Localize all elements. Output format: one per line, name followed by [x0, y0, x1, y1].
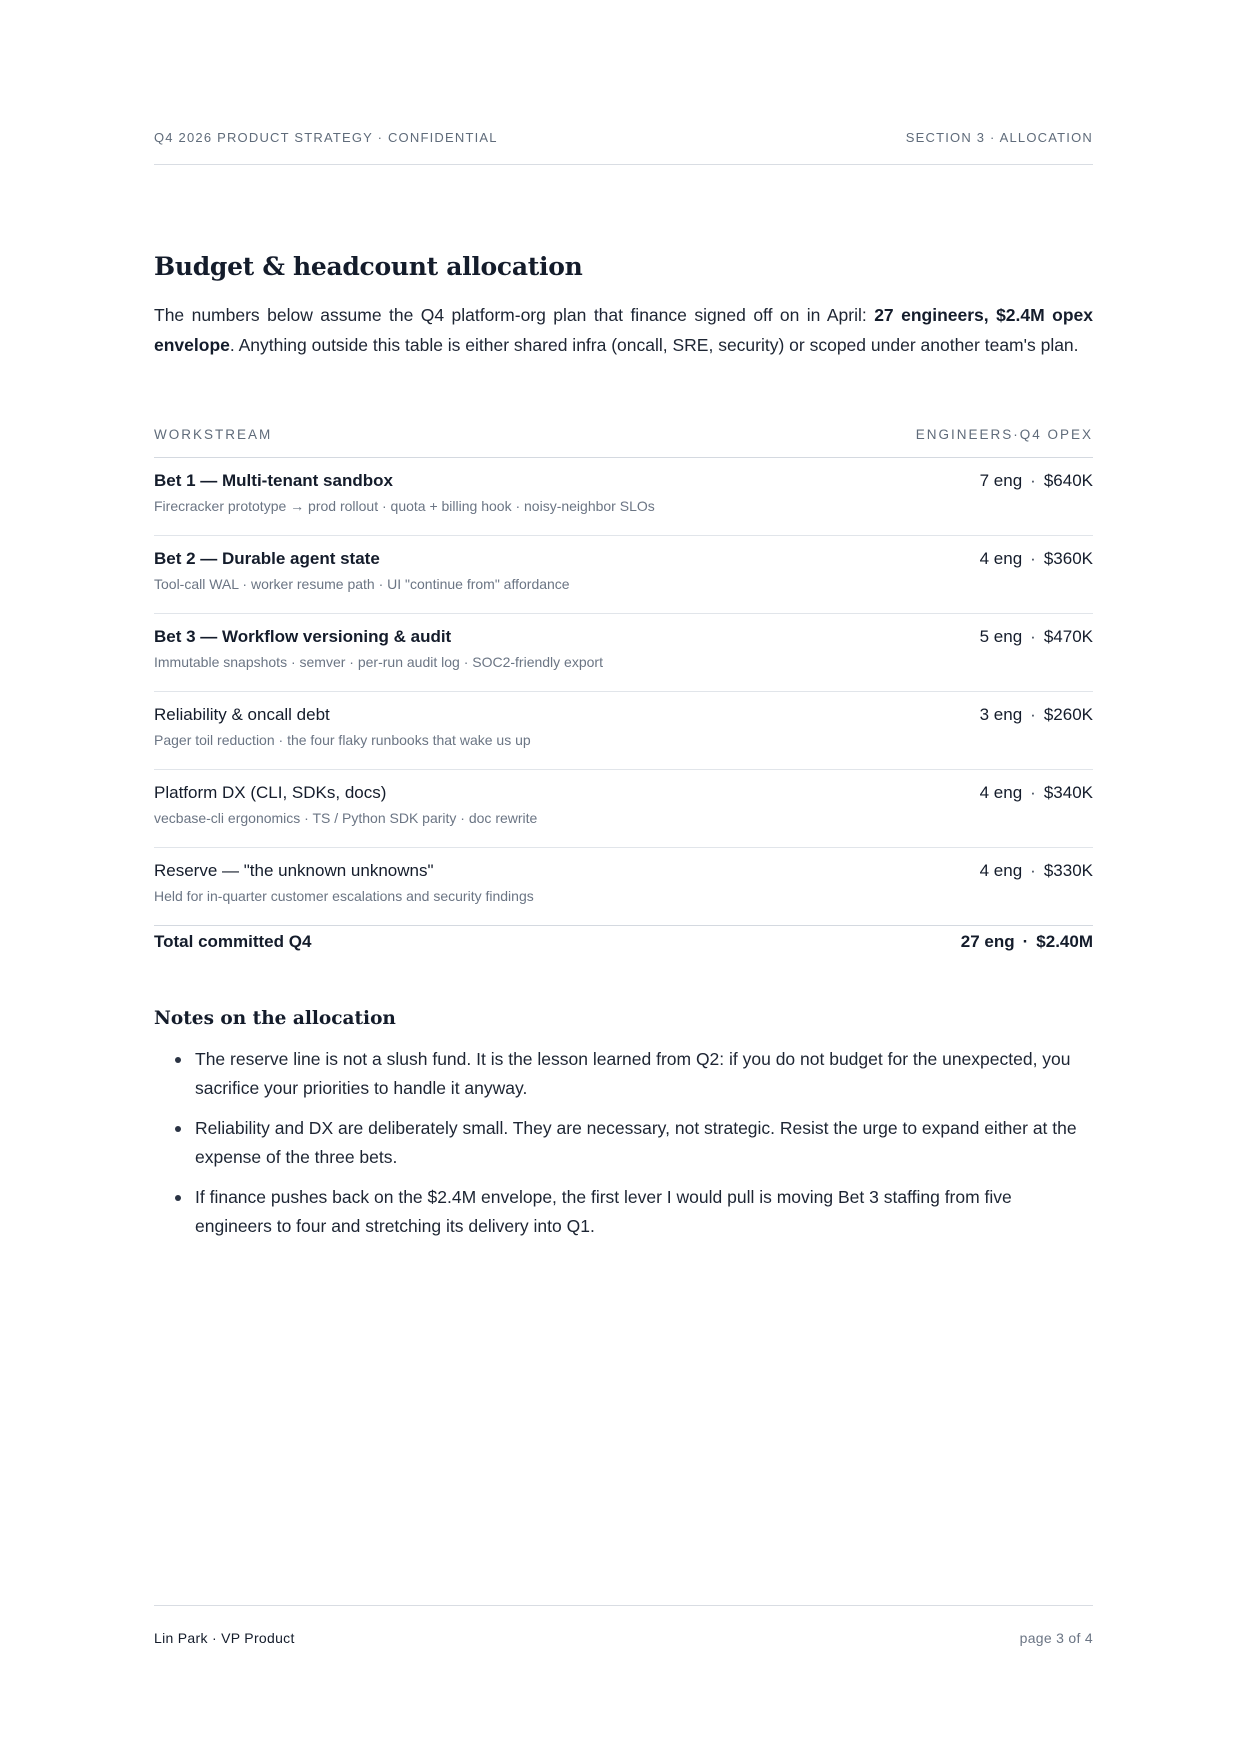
row-description: Tool-call WAL · worker resume path · UI "continue from" affordance — [154, 576, 570, 592]
table-row — [154, 848, 1093, 926]
table-row — [154, 692, 1093, 770]
row-metric — [980, 471, 1093, 491]
row-opex: $470K — [1043, 627, 1093, 646]
footer-author: Lin Park · VP Product — [154, 1630, 295, 1646]
list-item — [154, 1183, 1093, 1241]
row-opex: $640K — [1043, 471, 1093, 490]
row-description: Immutable snapshots · semver · per-run audit log · SOC2-friendly export — [154, 654, 603, 670]
row-metric — [980, 783, 1093, 803]
column-header-workstream: WORKSTREAM — [154, 427, 273, 442]
note-text: The reserve line is not a slush fund. It is the lesson learned from Q2: if you do not budget for the unexpected, you sacrifice your priorities to handle it anyway. — [195, 1049, 1071, 1098]
row-dot: · — [1030, 861, 1036, 880]
document-page — [154, 0, 1093, 1754]
row-engineers: 7 eng — [979, 471, 1023, 490]
intro-text-before: The numbers below assume the Q4 platform-org plan that finance signed off on in April: — [154, 305, 875, 325]
row-name: Reliability & oncall debt — [154, 705, 330, 724]
intro-text-after: . Anything outside this table is either shared infra (oncall, SRE, security) or scoped under another team's plan. — [229, 334, 1079, 355]
row-dot: · — [1030, 549, 1036, 568]
table-row — [154, 458, 1093, 536]
row-description: Pager toil reduction · the four flaky runbooks that wake us up — [154, 732, 531, 748]
header-section-label: SECTION 3 · ALLOCATION — [905, 130, 1093, 145]
page-number: page 3 of 4 — [1019, 1630, 1093, 1646]
notes-heading: Notes on the allocation — [154, 1008, 396, 1029]
row-engineers: 5 eng — [979, 627, 1023, 646]
note-text: If finance pushes back on the $2.4M envelope, the first lever I would pull is moving Bet 3 staffing from five engineers to four and stretching its delivery into Q1. — [195, 1187, 1012, 1236]
row-metric — [980, 705, 1093, 725]
notes-list — [154, 1045, 1093, 1252]
row-engineers: 3 eng — [979, 705, 1023, 724]
row-name: Platform DX (CLI, SDKs, docs) — [154, 783, 387, 802]
section-title: Budget & headcount allocation — [154, 252, 583, 281]
column-header-engineers: ENGINEERS — [915, 427, 1014, 442]
row-opex: $330K — [1043, 861, 1093, 880]
total-row — [154, 930, 1093, 960]
row-name: Reserve — "the unknown unknowns" — [154, 861, 434, 880]
total-label: Total committed Q4 — [154, 932, 312, 951]
row-opex: $260K — [1043, 705, 1093, 724]
row-description: vecbase-cli ergonomics · TS / Python SDK parity · doc rewrite — [154, 810, 538, 826]
row-name: Bet 3 — Workflow versioning & audit — [154, 627, 452, 646]
row-name: Bet 2 — Durable agent state — [154, 549, 380, 568]
row-metric — [980, 627, 1093, 647]
column-header-right — [916, 420, 1093, 457]
total-opex: $2.40M — [1036, 932, 1093, 951]
row-dot: · — [1030, 705, 1036, 724]
row-engineers: 4 eng — [979, 549, 1023, 568]
table-row — [154, 614, 1093, 692]
row-opex: $360K — [1043, 549, 1093, 568]
intro-text-bold: 27 engineers, $2.4M opex envelope — [154, 305, 1093, 355]
total-dot: · — [1022, 932, 1029, 951]
bullet-icon — [175, 1057, 181, 1063]
running-header — [154, 128, 1093, 165]
allocation-table — [154, 458, 1093, 926]
row-engineers: 4 eng — [979, 861, 1023, 880]
column-header-opex: Q4 OPEX — [1019, 427, 1093, 442]
list-item — [154, 1114, 1093, 1172]
row-dot: · — [1030, 627, 1036, 646]
row-metric — [980, 861, 1093, 881]
note-text: Reliability and DX are deliberately small. They are necessary, not strategic. Resist the urge to expand either at the expense of the three bets. — [195, 1118, 1077, 1167]
bullet-icon — [175, 1195, 181, 1201]
column-header-separator: · — [1013, 427, 1020, 442]
row-description: Firecracker prototype → prod rollout · quota + billing hook · noisy-neighbor SLOs — [154, 498, 655, 514]
list-item — [154, 1045, 1093, 1103]
table-row — [154, 770, 1093, 848]
row-metric — [980, 549, 1093, 569]
row-name: Bet 1 — Multi-tenant sandbox — [154, 471, 393, 490]
row-opex: $340K — [1043, 783, 1093, 802]
bullet-icon — [175, 1126, 181, 1132]
row-dot: · — [1030, 471, 1036, 490]
row-dot: · — [1030, 783, 1036, 802]
header-doc-label: Q4 2026 PRODUCT STRATEGY · CONFIDENTIAL — [154, 130, 498, 145]
total-engineers: 27 eng — [960, 932, 1015, 951]
table-header — [154, 420, 1093, 458]
running-footer — [154, 1605, 1093, 1648]
row-engineers: 4 eng — [979, 783, 1023, 802]
intro-paragraph — [154, 301, 1093, 360]
row-description: Held for in-quarter customer escalations and security findings — [154, 888, 534, 904]
total-metric — [961, 932, 1093, 952]
table-row — [154, 536, 1093, 614]
